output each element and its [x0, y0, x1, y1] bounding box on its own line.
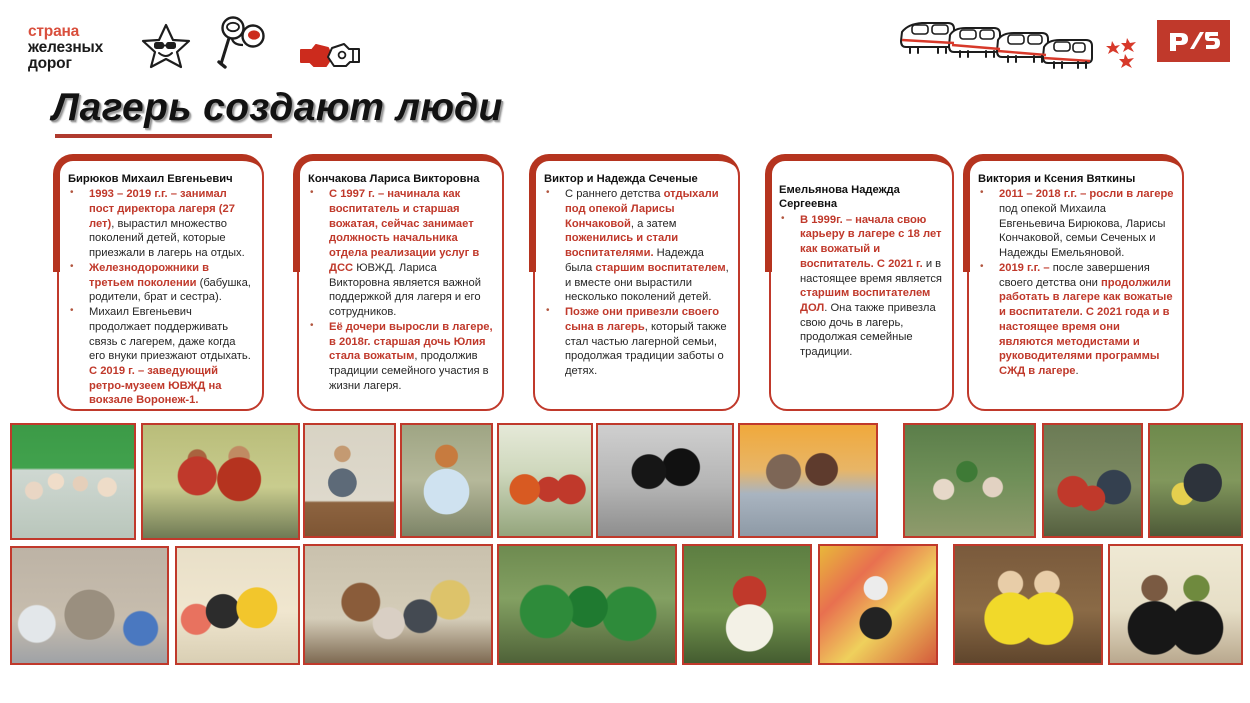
- profile-card-2-bullets: [308, 187, 493, 393]
- profile-card-3-body: [544, 172, 729, 379]
- profile-card-1-name: Бирюков Михаил Евгеньевич: [68, 173, 233, 185]
- photo-woman-and-girl-art[interactable]: [738, 423, 878, 538]
- list-item: • Позже они привезли своего сына в лагерь, который также стал частью лагерной семьи, продолжая традиции заботы о детях.: [544, 305, 729, 379]
- profile-card-2-name: Кончакова Лариса Викторовна: [308, 173, 480, 185]
- profile-card-3-name: Виктор и Надежда Сеченые: [544, 173, 698, 185]
- photo-girls-indoor[interactable]: [303, 544, 493, 665]
- photo-singer-hall[interactable]: [303, 423, 396, 538]
- profile-card-4-body: [779, 183, 942, 360]
- profile-card-5-name: Виктория и Ксения Вяткины: [978, 173, 1136, 185]
- list-item: • Михаил Евгеньевич продолжает поддерживать связь с лагерем, даже когда его внуки приезжают отдыхать. С 2019 г. – заведующий ретро-музеем ЮВЖД на вокзале Воронеж-1.: [68, 305, 253, 408]
- brand-line-2: железных: [28, 39, 103, 57]
- list-item: • 1993 – 2019 г.г. – занимал пост директора лагеря (27 лет), вырастил множество поколений детей, которые приезжали в лагерь на отдых.: [68, 187, 253, 261]
- profile-card-5-body: [978, 172, 1175, 379]
- photo-girl-sign-otryad[interactable]: [682, 544, 812, 665]
- list-item: • С раннего детства отдыхали под опекой Ларисы Кончаковой, а затем поженились и стали воспитателями. Надежда была старшим воспитателем, и вместе они вырастили несколько поколений детей.: [544, 187, 729, 305]
- profile-card-2-body: [308, 172, 493, 393]
- profile-card-1-bullets: [68, 187, 253, 408]
- photo-collage: [0, 415, 1250, 703]
- list-item: • В 1999г. – начала свою карьеру в лагере с 18 лет как вожатый и воспитатель. С 2021 г. и в настоящее время является старшим воспитателем ДОЛ. Она также привезла свою дочь в лагерь, продолжая семейные традиции.: [779, 213, 942, 360]
- list-item: • 2019 г.г. – после завершения своего детства они продолжили работать в лагере как вожатые и воспитатели. С 2021 года и в настоящее время они являются методистами и руководителями программы СЖД в лагере.: [978, 261, 1175, 379]
- list-item: • С 1997 г. – начинала как воспитатель и старшая вожатая, сейчас занимает должность начальника отдела реализации услуг в ДСС ЮВЖД. Лариса Викторовна является важной поддержкой для лагеря и его сотрудников.: [308, 187, 493, 319]
- profile-card-4-bullets: [779, 213, 942, 360]
- photo-forest-group[interactable]: [903, 423, 1036, 538]
- list-item: • Её дочери выросли в лагере, в 2018г. старшая дочь Юлия стала вожатым, продолжив традиции семейного участия в жизни лагеря.: [308, 320, 493, 394]
- photo-three-teens-banner[interactable]: [497, 423, 593, 538]
- profile-card-1-body: [68, 172, 253, 408]
- photo-bw-two-boys[interactable]: [596, 423, 734, 538]
- photo-man-with-children[interactable]: [10, 546, 169, 665]
- photo-stage-performance[interactable]: [818, 544, 938, 665]
- photo-three-vozhatye[interactable]: [497, 544, 677, 665]
- profile-card-5-bullets: [978, 187, 1175, 378]
- brand-line-3: дорог: [28, 55, 72, 73]
- photo-two-girls-black-tees[interactable]: [1108, 544, 1243, 665]
- photo-two-girls-man-statue[interactable]: [1042, 423, 1143, 538]
- profile-card-4-name: Емельянова Надежда Сергеевна: [779, 184, 900, 211]
- page-title: Лагерь создают люди: [52, 86, 503, 129]
- profile-card-3-bullets: [544, 187, 729, 378]
- photo-group-green-shirts[interactable]: [10, 423, 136, 540]
- photo-stage-microphone[interactable]: [141, 423, 300, 540]
- list-item: • 2011 – 2018 г.г. – росли в лагере под опекой Михаила Евгеньевича Бирюкова, Ларисы Кончаковой, семьи Сеченых и Надежды Емельяновой.: [978, 187, 1175, 261]
- brand-line-1: страна: [28, 23, 80, 40]
- photo-twins-yellow[interactable]: [953, 544, 1103, 665]
- photo-man-hug-girl[interactable]: [1148, 423, 1243, 538]
- photo-winnie-backdrop[interactable]: [175, 546, 300, 665]
- list-item: • Железнодорожники в третьем поколении (бабушка, родители, брат и сестра).: [68, 261, 253, 305]
- photo-snow-maiden[interactable]: [400, 423, 493, 538]
